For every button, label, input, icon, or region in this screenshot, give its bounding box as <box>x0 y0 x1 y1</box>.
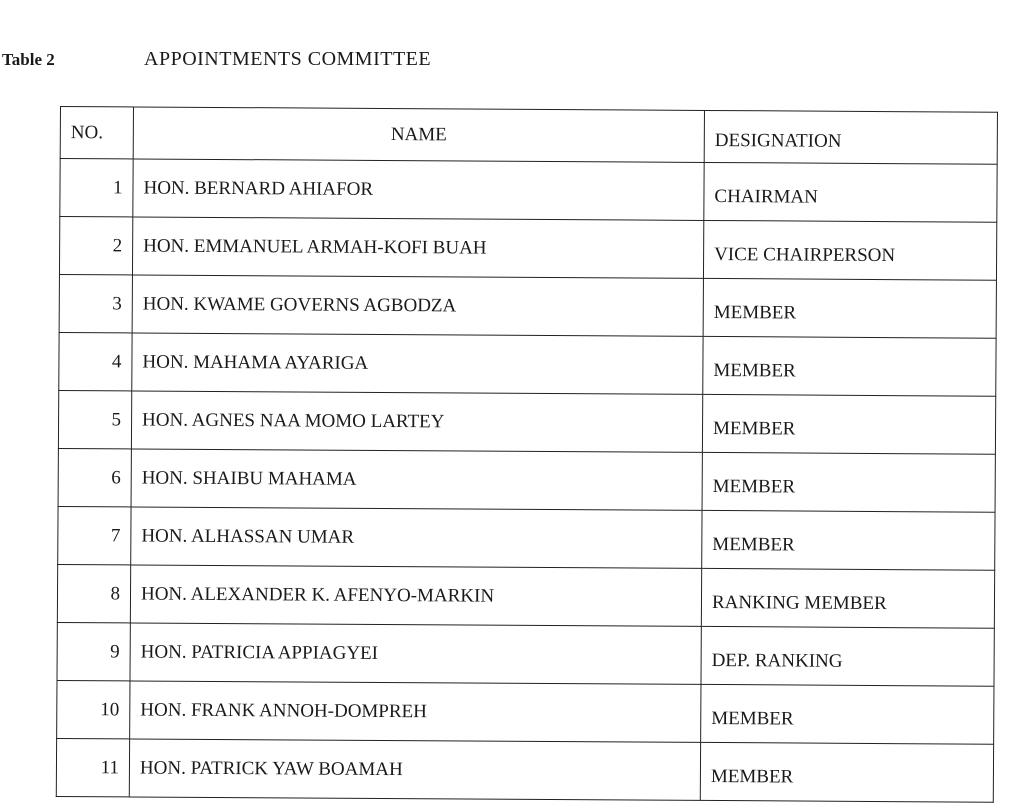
table-row <box>58 448 995 512</box>
member-designation: RANKING MEMBER <box>701 568 994 628</box>
row-number: 6 <box>58 448 131 506</box>
member-designation: CHAIRMAN <box>704 162 997 222</box>
member-name: HON. PATRICIA APPIAGYEI <box>130 623 701 684</box>
table-row <box>58 390 995 454</box>
table-row <box>59 274 996 338</box>
committee-table <box>56 106 998 803</box>
member-designation: VICE CHAIRPERSON <box>703 220 996 280</box>
member-designation: MEMBER <box>703 278 996 338</box>
row-number: 5 <box>58 390 131 448</box>
member-name: HON. MAHAMA AYARIGA <box>132 333 703 394</box>
table-row <box>57 564 994 628</box>
member-name: HON. ALEXANDER K. AFENYO-MARKIN <box>130 565 701 626</box>
table-row <box>59 217 996 281</box>
header-designation: DESIGNATION <box>704 110 997 164</box>
header-row <box>60 107 997 165</box>
row-number: 4 <box>59 332 132 390</box>
member-name: HON. BERNARD AHIAFOR <box>133 159 704 220</box>
header-name: NAME <box>133 107 704 162</box>
header-no: NO. <box>60 107 133 159</box>
member-designation: MEMBER <box>700 742 993 802</box>
member-designation: MEMBER <box>702 452 995 512</box>
row-number: 11 <box>56 738 129 796</box>
table-row <box>59 332 996 396</box>
table-number: Table 2 <box>2 50 55 69</box>
table-row <box>57 680 994 744</box>
row-number: 1 <box>60 159 133 217</box>
member-name: HON. KWAME GOVERNS AGBODZA <box>132 275 703 336</box>
table-row <box>57 622 994 686</box>
member-designation: DEP. RANKING <box>701 626 994 686</box>
table-row <box>56 738 993 802</box>
member-name: HON. PATRICK YAW BOAMAH <box>129 739 700 800</box>
table-row <box>60 159 997 223</box>
member-designation: MEMBER <box>702 510 995 570</box>
row-number: 8 <box>57 564 130 622</box>
row-number: 9 <box>57 622 130 680</box>
member-designation: MEMBER <box>702 394 995 454</box>
member-name: HON. SHAIBU MAHAMA <box>131 449 702 510</box>
member-name: HON. FRANK ANNOH-DOMPREH <box>130 681 701 742</box>
member-designation: MEMBER <box>701 684 994 744</box>
member-designation: MEMBER <box>703 336 996 396</box>
member-name: HON. ALHASSAN UMAR <box>131 507 702 568</box>
member-name: HON. EMMANUEL ARMAH-KOFI BUAH <box>132 217 703 278</box>
row-number: 7 <box>58 506 131 564</box>
member-name: HON. AGNES NAA MOMO LARTEY <box>131 391 702 452</box>
row-number: 10 <box>57 680 130 738</box>
table-title: APPOINTMENTS COMMITTEE <box>144 48 432 70</box>
table-row <box>58 506 995 570</box>
row-number: 3 <box>59 274 132 332</box>
row-number: 2 <box>59 217 132 275</box>
